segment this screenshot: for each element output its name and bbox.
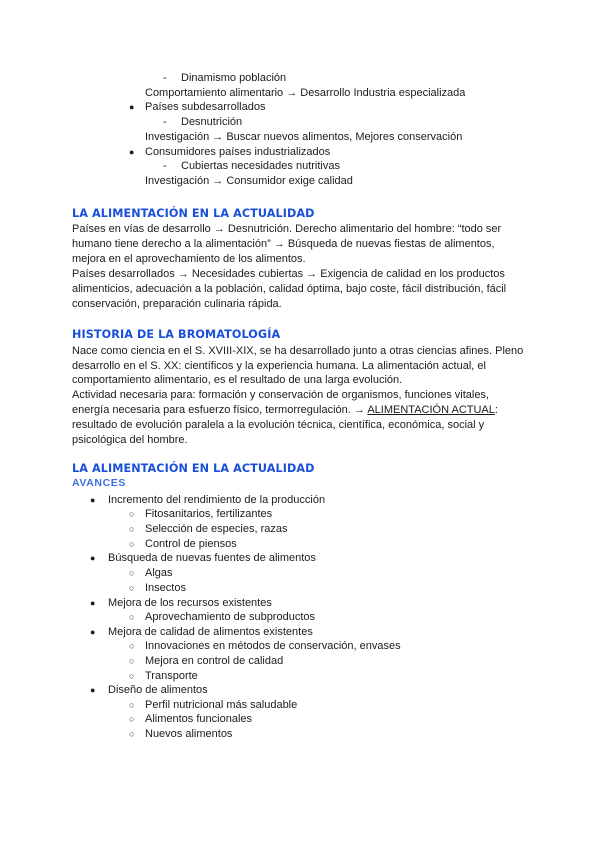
sub-list-item: Selección de especies, razas bbox=[145, 523, 288, 535]
paragraph-line: comportamiento alimentario, es el resultado de una larga evolución. bbox=[72, 374, 403, 386]
sub-list-item: Insectos bbox=[145, 582, 186, 594]
circle-marker: ○ bbox=[129, 539, 135, 549]
circle-marker: ○ bbox=[129, 671, 135, 681]
bullet-marker: ● bbox=[90, 627, 96, 637]
section-heading-historia-bromatologia: HISTORIA DE LA BROMATOLOGÍA bbox=[72, 328, 281, 341]
bullet-item-subdesarrollados: Países subdesarrollados bbox=[145, 101, 266, 113]
sub-list-item: Mejora en control de calidad bbox=[145, 655, 284, 667]
sub-list-item: Aprovechamiento de subproductos bbox=[145, 611, 315, 623]
list-item: Diseño de alimentos bbox=[108, 684, 208, 696]
intro-line-investigacion-1: Investigación → Buscar nuevos alimentos, Mejores conservación bbox=[145, 131, 463, 143]
paragraph-line: psicológica del hombre. bbox=[72, 434, 188, 446]
underlined-term: ALIMENTACIÓN ACTUAL bbox=[367, 404, 495, 416]
paragraph-line: Países en vías de desarrollo → Desnutrición. Derecho alimentario del hombre: “todo ser bbox=[72, 223, 502, 235]
sub-list-item: Algas bbox=[145, 567, 173, 579]
bullet-marker: ● bbox=[129, 102, 135, 112]
paragraph-line: mejora en el aprovechamiento de los alimentos. bbox=[72, 253, 306, 265]
circle-marker: ○ bbox=[129, 656, 135, 666]
list-item: Mejora de calidad de alimentos existentes bbox=[108, 626, 313, 638]
bullet-item-consumidores: Consumidores países industrializados bbox=[145, 146, 331, 158]
subheading-avances: AVANCES bbox=[72, 477, 126, 489]
section-heading-alimentacion-actualidad-2: LA ALIMENTACIÓN EN LA ACTUALIDAD bbox=[72, 462, 315, 475]
circle-marker: ○ bbox=[129, 524, 135, 534]
paragraph-text: energía necesaria para esfuerzo físico, termorregulación. bbox=[72, 404, 351, 416]
list-item: Incremento del rendimiento de la producción bbox=[108, 494, 326, 506]
paragraph-line: alimenticios, adecuación a la población, calidad óptima, bajo coste, fácil distribución, fácil bbox=[72, 283, 507, 295]
circle-marker: ○ bbox=[129, 700, 135, 710]
paragraph-line: desarrollo en el S. XX: científicos y la experiencia humana. La alimentación actual, el bbox=[72, 360, 486, 372]
dash-marker: - bbox=[163, 72, 167, 84]
dash-item-cubiertas: Cubiertas necesidades nutritivas bbox=[181, 160, 340, 172]
sub-list-item: Innovaciones en métodos de conservación, envases bbox=[145, 640, 401, 652]
paragraph-line bbox=[72, 403, 498, 417]
circle-marker: ○ bbox=[129, 583, 135, 593]
dash-item-desnutricion: Desnutrición bbox=[181, 116, 243, 128]
circle-marker: ○ bbox=[129, 729, 135, 739]
dash-marker: - bbox=[163, 160, 167, 172]
sub-list-item: Fitosanitarios, fertilizantes bbox=[145, 508, 273, 520]
circle-marker: ○ bbox=[129, 714, 135, 724]
bullet-marker: ● bbox=[129, 147, 135, 157]
circle-marker: ○ bbox=[129, 641, 135, 651]
sub-list-item: Nuevos alimentos bbox=[145, 728, 233, 740]
paragraph-line: conservación, preparación culinaria rápida. bbox=[72, 298, 282, 310]
bullet-marker: ● bbox=[90, 598, 96, 608]
sub-list-item: Control de piensos bbox=[145, 538, 237, 550]
bullet-marker: ● bbox=[90, 495, 96, 505]
sub-list-item: Transporte bbox=[145, 670, 198, 682]
circle-marker: ○ bbox=[129, 612, 135, 622]
section-heading-alimentacion-actualidad: LA ALIMENTACIÓN EN LA ACTUALIDAD bbox=[72, 207, 315, 220]
paragraph-line: resultado de evolución paralela a la evolución técnica, científica, económica, social y bbox=[72, 419, 485, 431]
dash-marker: - bbox=[163, 116, 167, 128]
list-item: Búsqueda de nuevas fuentes de alimentos bbox=[108, 552, 316, 564]
dash-item-dinamismo: Dinamismo población bbox=[181, 72, 287, 84]
intro-line-investigacion-2: Investigación → Consumidor exige calidad bbox=[145, 175, 353, 187]
bullet-marker: ● bbox=[90, 685, 96, 695]
list-item: Mejora de los recursos existentes bbox=[108, 597, 272, 609]
sub-list-item: Alimentos funcionales bbox=[145, 713, 253, 725]
arrow-glyph: → bbox=[353, 404, 365, 416]
circle-marker: ○ bbox=[129, 568, 135, 578]
paragraph-line: Actividad necesaria para: formación y conservación de organismos, funciones vitales, bbox=[72, 389, 489, 401]
paragraph-line: Países desarrollados → Necesidades cubiertas → Exigencia de calidad en los productos bbox=[72, 268, 505, 280]
intro-line-comportamiento: Comportamiento alimentario → Desarrollo Industria especializada bbox=[145, 87, 466, 99]
sub-list-item: Perfil nutricional más saludable bbox=[145, 699, 298, 711]
colon: : bbox=[494, 404, 498, 416]
circle-marker: ○ bbox=[129, 509, 135, 519]
paragraph-line: Nace como ciencia en el S. XVIII-XIX, se ha desarrollado junto a otras ciencias afines. Pleno bbox=[72, 345, 524, 357]
paragraph-line: humano tiene derecho a la alimentación” → Búsqueda de nuevas fiestas de alimentos, bbox=[72, 238, 495, 250]
bullet-marker: ● bbox=[90, 553, 96, 563]
